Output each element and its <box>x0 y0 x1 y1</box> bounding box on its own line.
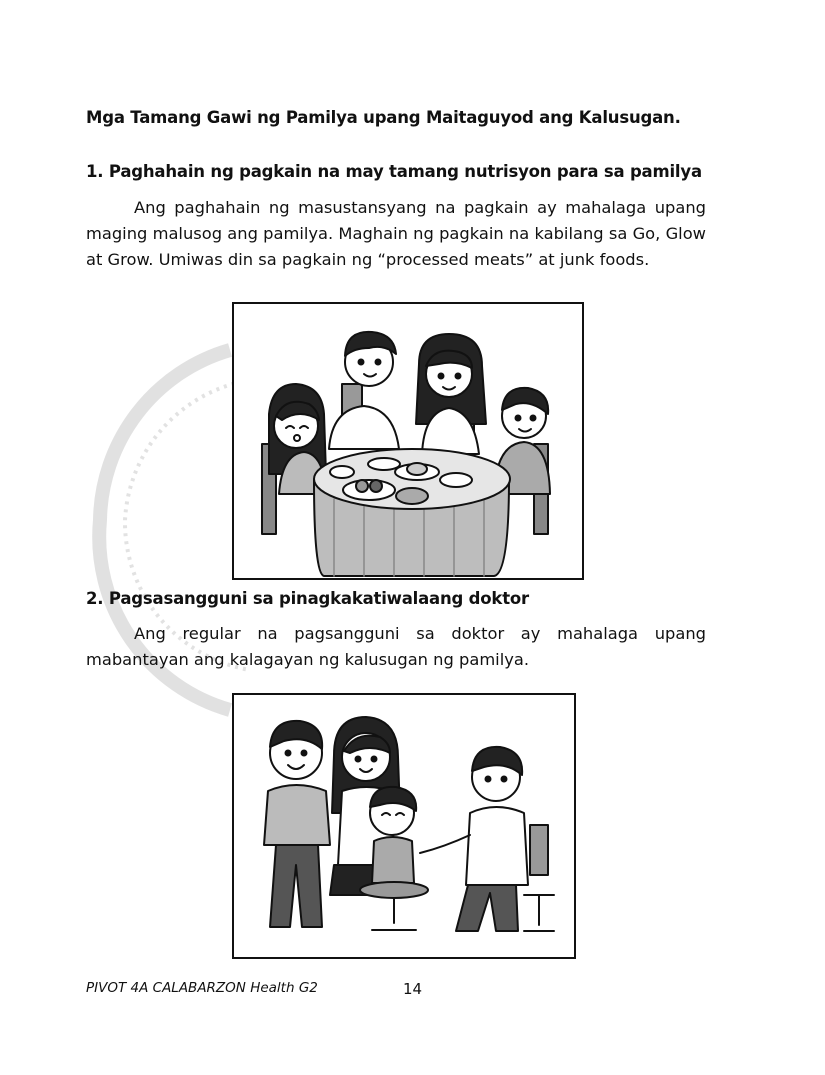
family-meal-illustration <box>232 302 584 580</box>
section-heading-nutrition: 1. Paghahain ng pagkain na may tamang nutrisyon para sa pamilya <box>86 162 702 181</box>
section-heading-doctor: 2. Pagsasangguni sa pinagkakatiwalaang doktor <box>86 589 529 608</box>
footer-source: PIVOT 4A CALABARZON Health G2 <box>86 980 318 996</box>
section-paragraph-nutrition: Ang paghahain ng masustansyang na pagkain ay mahalaga upang maging malusog ang pamilya. Maghain ng pagkain na kabilang sa Go, Glow at Grow. Umiwas din sa pagkain ng “processed meats” at junk foods. <box>86 198 706 269</box>
family-meal-drawing <box>234 304 582 578</box>
section-paragraph-doctor: Ang regular na pagsangguni sa doktor ay mahalaga upang mabantayan ang kalagayan ng kalusugan ng pamilya. <box>86 624 706 669</box>
doctor-visit-drawing <box>234 695 574 957</box>
page-number: 14 <box>403 980 423 998</box>
main-title: Mga Tamang Gawi ng Pamilya upang Maitaguyod ang Kalusugan. <box>86 108 681 127</box>
doctor-visit-illustration <box>232 693 576 959</box>
